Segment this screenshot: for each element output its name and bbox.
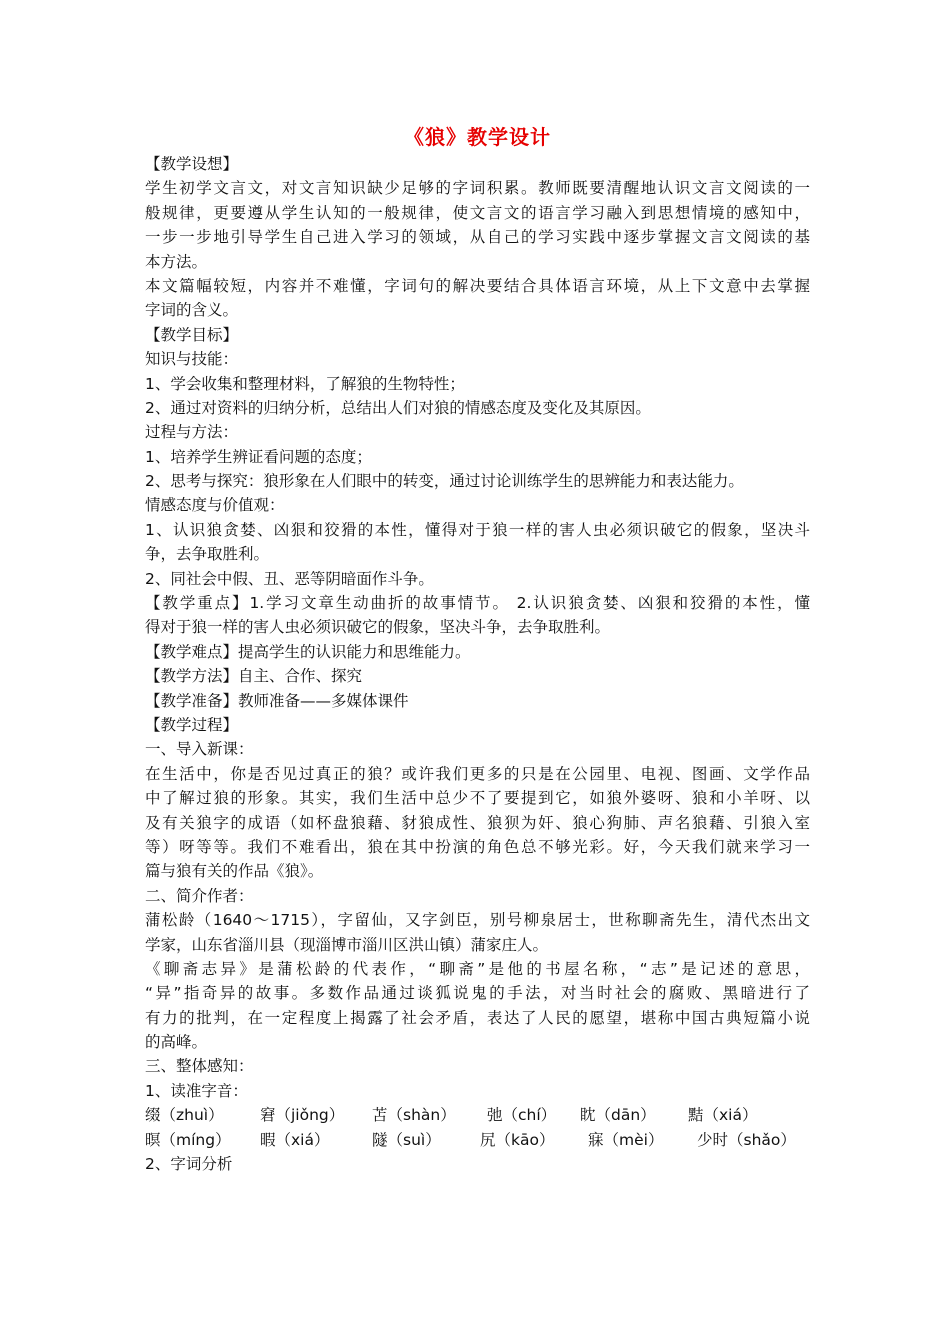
pinyin-entry: 窘（jiǒng） xyxy=(260,1106,345,1125)
paragraph-line: 及有关狼字的成语（如杯盘狼藉、豺狼成性、狼狈为奸、狼心狗肺、声名狼藉、引狼入室 xyxy=(145,813,810,832)
pinyin-entry: 寐（mèi） xyxy=(588,1130,664,1149)
list-item: 争，去争取胜利。 xyxy=(145,545,270,564)
subsection-heading: 情感态度与价值观： xyxy=(145,496,285,515)
paragraph-line: 蒲松龄（1640～1715），字留仙，又字剑臣，别号柳泉居士，世称聊斋先生，清代杰出文 xyxy=(145,911,810,930)
paragraph-line: 中了解过狼的形象。其实，我们生活中总少不了要提到它，如狼外婆呀、狼和小羊呀、以 xyxy=(145,789,810,808)
list-item: 2、通过对资料的归纳分析，总结出人们对狼的情感态度及变化及其原因。 xyxy=(145,398,651,417)
pinyin-entry: 暇（xiá） xyxy=(260,1130,330,1149)
list-item: 1、读准字音： xyxy=(145,1081,248,1100)
method-line: 【教学方法】自主、合作、探究 xyxy=(145,667,363,686)
paragraph-line: “异”指奇异的故事。多数作品通过谈狐说鬼的手法，对当时社会的腐败、黑暗进行了 xyxy=(145,984,810,1003)
subsection-heading: 一、导入新课： xyxy=(145,740,254,759)
list-item: 1、认识狼贪婪、凶狠和狡猾的本性，懂得对于狼一样的害人虫必须识破它的假象，坚决斗 xyxy=(145,520,810,539)
paragraph-line: 等）呀等等。我们不难看出，狼在其中扮演的角色总不够光彩。好，今天我们就来学习一 xyxy=(145,837,810,856)
preparation-line: 【教学准备】教师准备——多媒体课件 xyxy=(145,691,409,710)
pinyin-entry: 少时（shǎo） xyxy=(697,1130,796,1149)
pinyin-row xyxy=(145,1128,810,1152)
paragraph-line: 本文篇幅较短，内容并不难懂，字词句的解决要结合具体语言环境，从上下文意中去掌握 xyxy=(145,276,810,295)
document-page xyxy=(145,122,810,1176)
paragraph-line: 字词的含义。 xyxy=(145,301,239,320)
paragraph-line: 般规律，更要遵从学生认知的一般规律，使文言文的语言学习融入到思想情境的感知中， xyxy=(145,203,810,222)
pinyin-row xyxy=(145,1103,810,1127)
document-title: 《狼》教学设计 xyxy=(404,125,551,149)
list-item: 2、思考与探究：狼形象在人们眼中的转变，通过讨论训练学生的思辨能力和表达能力。 xyxy=(145,472,744,491)
list-item: 2、字词分析 xyxy=(145,1155,233,1174)
paragraph-line: 一步一步地引导学生自己进入学习的领域，从自己的学习实践中逐步掌握文言文阅读的基 xyxy=(145,228,810,247)
paragraph-line: 《聊斋志异》是蒲松龄的代表作，“聊斋”是他的书屋名称，“志”是记述的意思， xyxy=(145,959,810,978)
pinyin-entry: 暝（míng） xyxy=(145,1130,231,1149)
paragraph-line: 在生活中，你是否见过真正的狼？或许我们更多的只是在公园里、电视、图画、文学作品 xyxy=(145,764,810,783)
subsection-heading: 二、简介作者： xyxy=(145,886,254,905)
subsection-heading: 知识与技能： xyxy=(145,350,239,369)
list-item: 2、同社会中假、丑、恶等阴暗面作斗争。 xyxy=(145,569,434,588)
key-points-line: 【教学重点】1.学习文章生动曲折的故事情节。 2.认识狼贪婪、凶狠和狡猾的本性，懂 xyxy=(145,594,810,613)
paragraph-line: 学生初学文言文，对文言知识缺少足够的字词积累。教师既要清醒地认识文言文阅读的一 xyxy=(145,179,810,198)
difficulty-line: 【教学难点】提高学生的认识能力和思维能力。 xyxy=(145,642,471,661)
pinyin-entry: 缀（zhuì） xyxy=(145,1106,224,1125)
subsection-heading: 三、整体感知： xyxy=(145,1057,254,1076)
pinyin-entry: 隧（suì） xyxy=(372,1130,441,1149)
section-heading: 【教学过程】 xyxy=(145,715,239,734)
paragraph-line: 篇与狼有关的作品《狼》。 xyxy=(145,862,324,881)
paragraph-line: 学家，山东省淄川县（现淄博市淄川区洪山镇）蒲家庄人。 xyxy=(145,935,549,954)
list-item: 1、培养学生辨证看问题的态度； xyxy=(145,447,372,466)
subsection-heading: 过程与方法： xyxy=(145,423,239,442)
key-points-line: 得对于狼一样的害人虫必须识破它的假象，坚决斗争，去争取胜利。 xyxy=(145,618,611,637)
pinyin-entry: 苫（shàn） xyxy=(372,1106,456,1125)
paragraph-line: 本方法。 xyxy=(145,252,208,271)
pinyin-entry: 眈（dān） xyxy=(580,1106,656,1125)
pinyin-entry: 弛（chí） xyxy=(487,1106,557,1125)
pinyin-entry: 黠（xiá） xyxy=(688,1106,758,1125)
section-heading: 【教学目标】 xyxy=(145,325,239,344)
pinyin-entry: 尻（kāo） xyxy=(480,1130,555,1149)
paragraph-line: 有力的批判，在一定程度上揭露了社会矛盾，表达了人民的愿望，堪称中国古典短篇小说 xyxy=(145,1008,810,1027)
paragraph-line: 的高峰。 xyxy=(145,1033,208,1052)
list-item: 1、学会收集和整理材料，了解狼的生物特性； xyxy=(145,374,465,393)
section-heading: 【教学设想】 xyxy=(145,155,239,173)
